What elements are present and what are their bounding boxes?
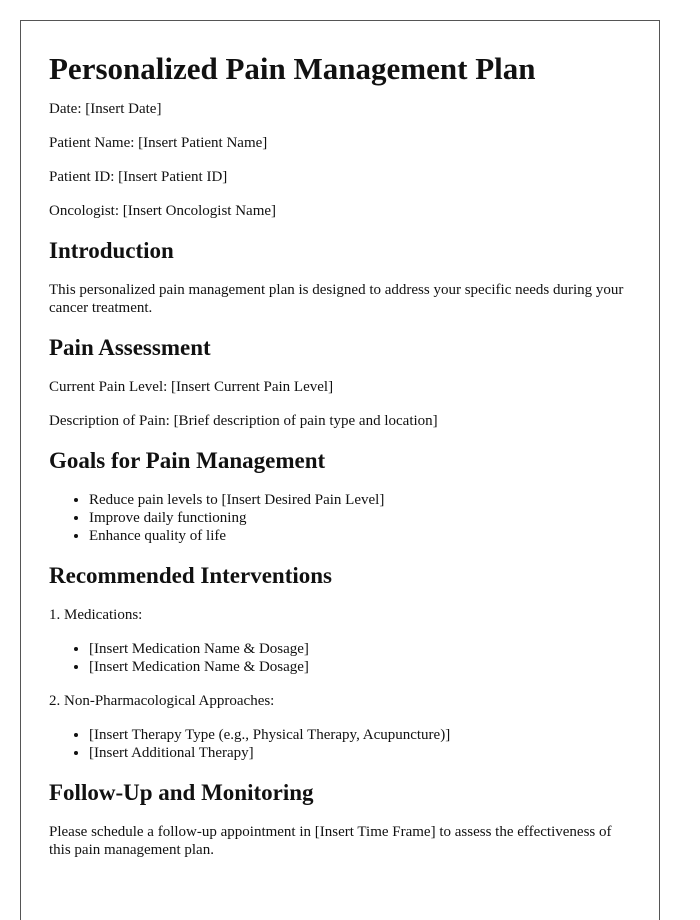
introduction-heading: Introduction bbox=[49, 238, 174, 263]
interventions-heading: Recommended Interventions bbox=[49, 563, 332, 588]
patient-id-field: Patient ID: [Insert Patient ID] bbox=[49, 169, 228, 185]
pain-assessment-heading: Pain Assessment bbox=[49, 335, 211, 360]
goals-heading: Goals for Pain Management bbox=[49, 448, 326, 473]
introduction-text: This personalized pain management plan is designed to address your specific needs during your cancer treatment. bbox=[49, 282, 624, 316]
non-pharm-label: 2. Non-Pharmacological Approaches: bbox=[49, 693, 275, 709]
date-field: Date: [Insert Date] bbox=[49, 101, 162, 117]
list-item: • Enhance quality of life bbox=[89, 527, 631, 545]
pain-description: Description of Pain: [Brief description of pain type and location] bbox=[49, 413, 438, 429]
oncologist-field: Oncologist: [Insert Oncologist Name] bbox=[49, 203, 277, 219]
document-title: Personalized Pain Management Plan bbox=[49, 51, 536, 86]
medications-label: 1. Medications: bbox=[49, 607, 143, 623]
follow-up-heading: Follow-Up and Monitoring bbox=[49, 780, 314, 805]
list-item: • [Insert Medication Name & Dosage] bbox=[89, 658, 631, 676]
list-item: • [Insert Medication Name & Dosage] bbox=[89, 640, 631, 658]
non-pharm-list bbox=[49, 726, 631, 762]
list-item: • Improve daily functioning bbox=[89, 509, 631, 527]
list-item: • Reduce pain levels to [Insert Desired Pain Level] bbox=[89, 491, 631, 509]
document-page bbox=[20, 20, 660, 920]
current-pain-level: Current Pain Level: [Insert Current Pain Level] bbox=[49, 379, 334, 395]
patient-name-field: Patient Name: [Insert Patient Name] bbox=[49, 135, 268, 151]
follow-up-text: Please schedule a follow-up appointment in [Insert Time Frame] to assess the effectiveness of this pain management plan. bbox=[49, 824, 612, 858]
list-item: • [Insert Additional Therapy] bbox=[89, 744, 631, 762]
medications-list bbox=[49, 640, 631, 676]
goals-list bbox=[49, 491, 631, 545]
list-item: • [Insert Therapy Type (e.g., Physical Therapy, Acupuncture)] bbox=[89, 726, 631, 744]
